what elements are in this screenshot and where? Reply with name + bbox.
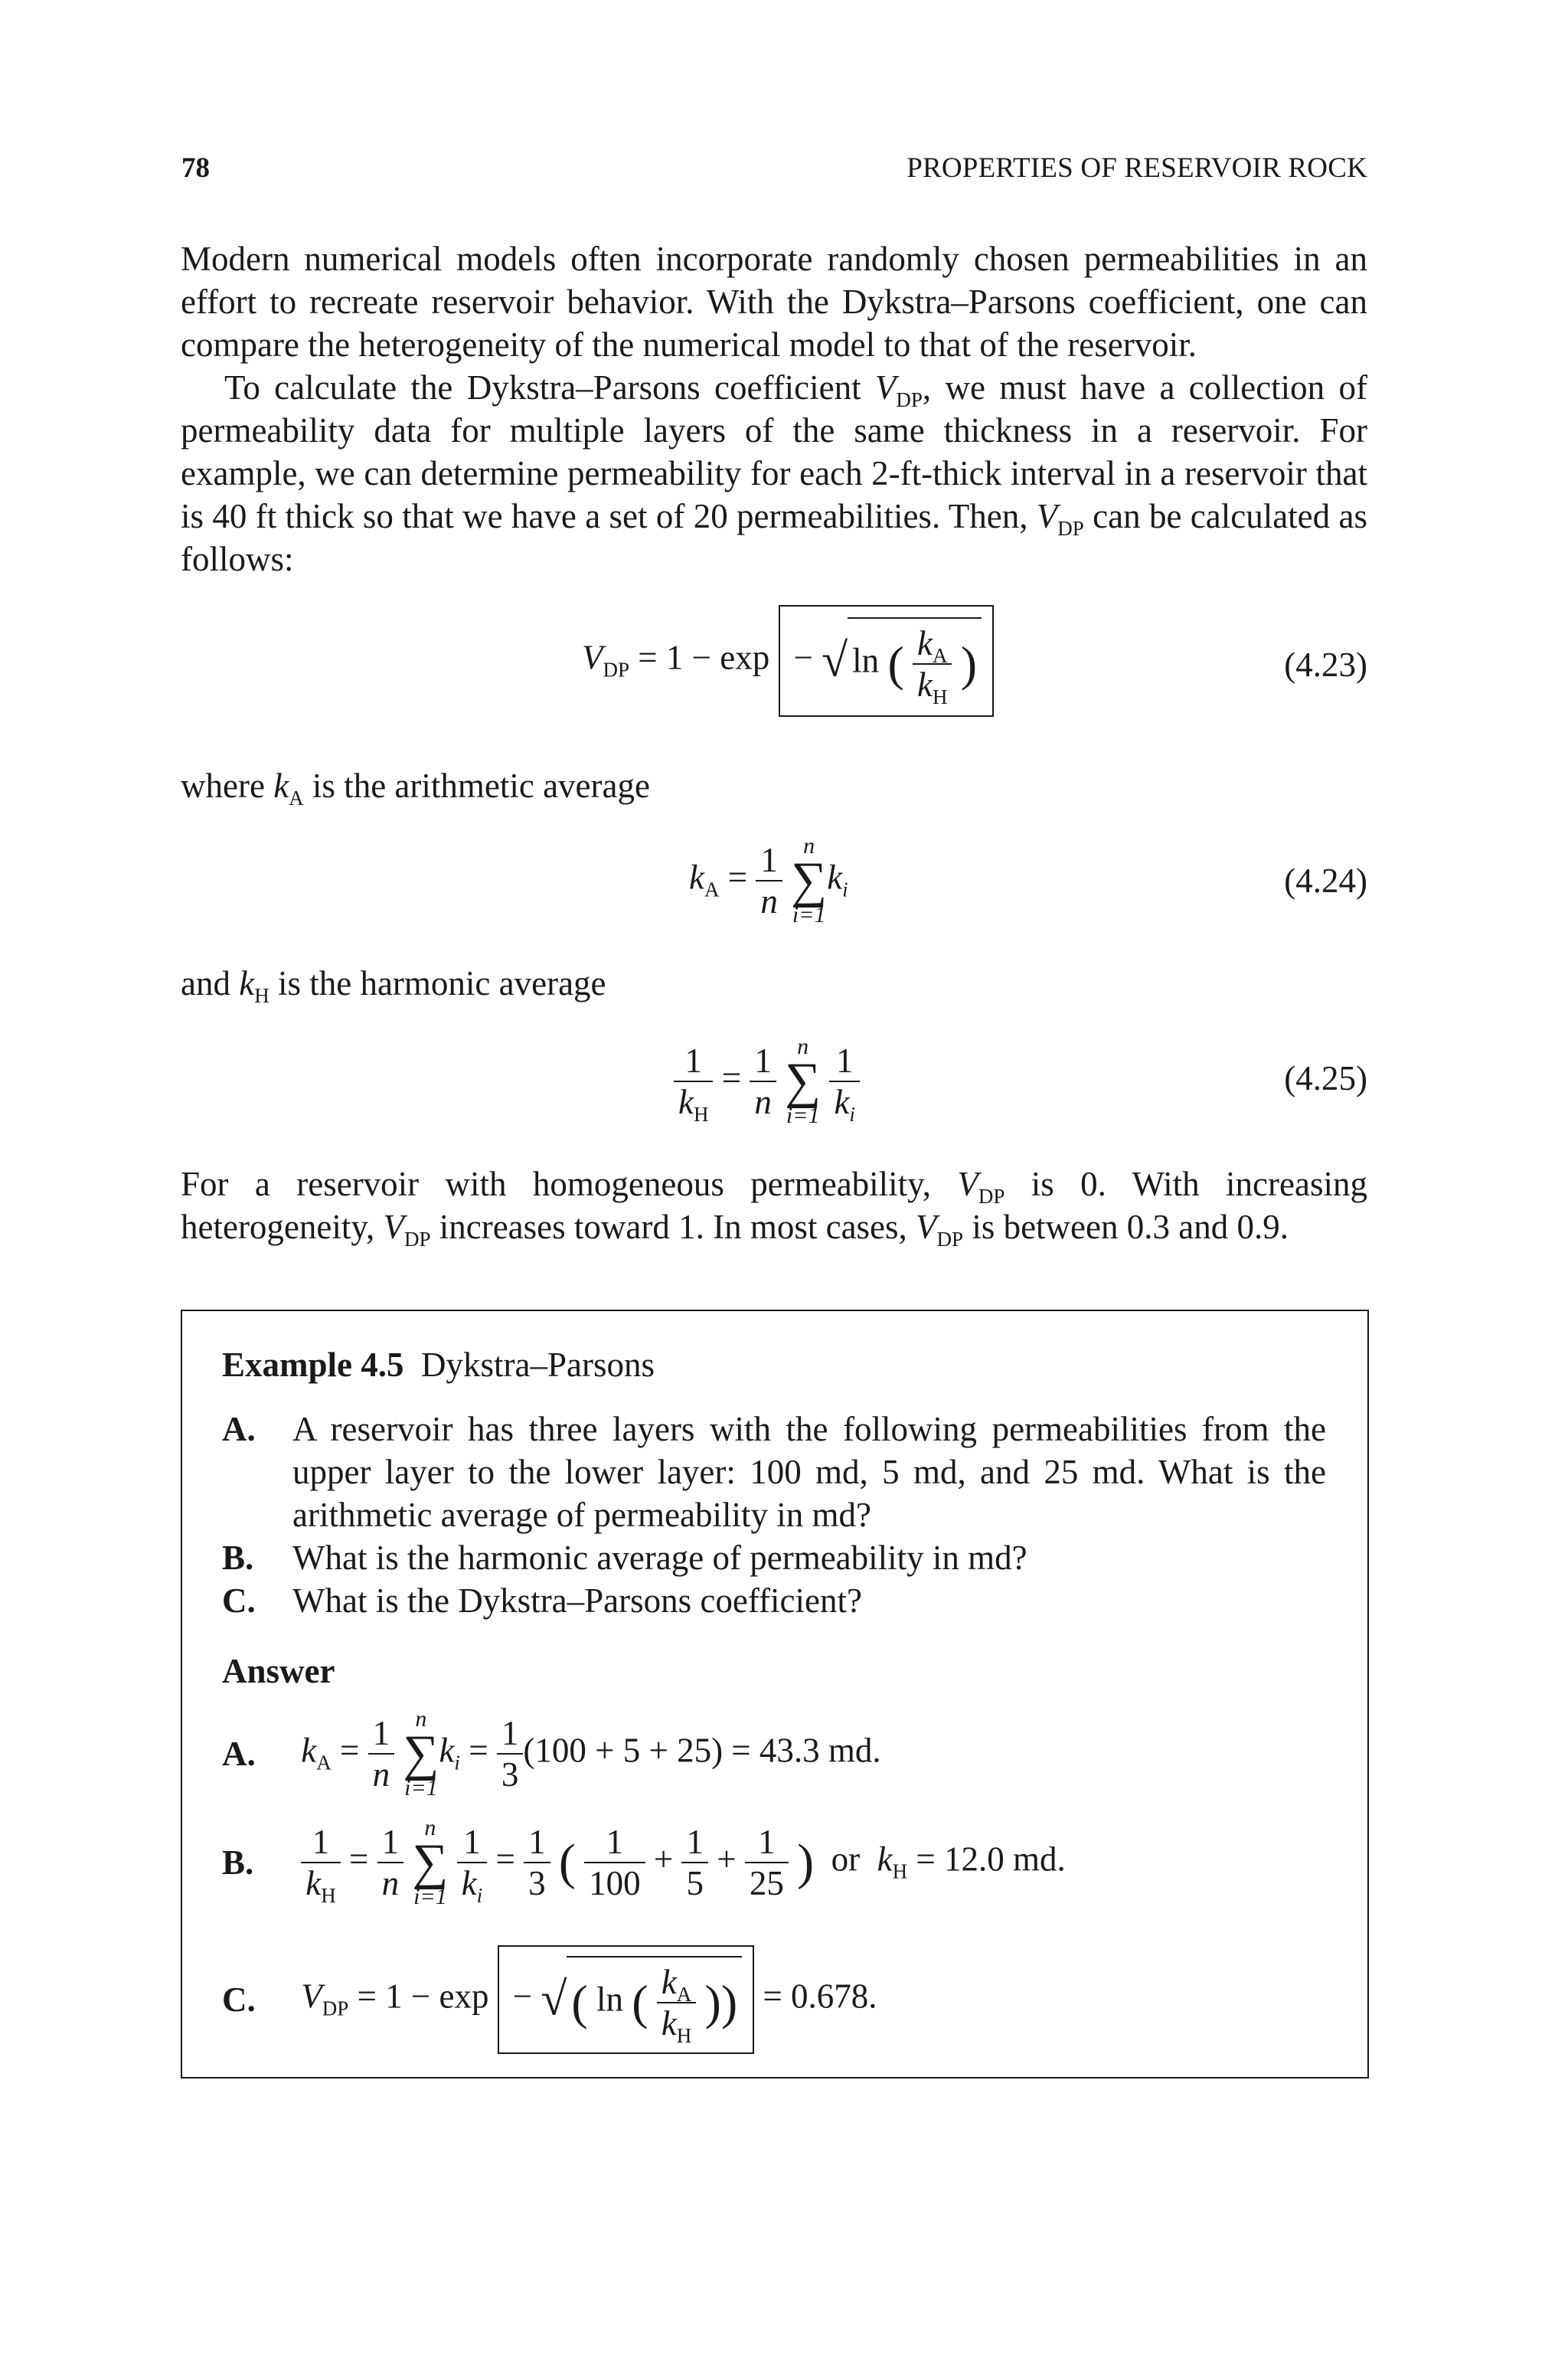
equation-number-4-25: (4.25) <box>1284 1059 1367 1097</box>
equation-number-4-23: (4.23) <box>1284 646 1367 684</box>
answer-heading: Answer <box>222 1652 335 1690</box>
answer-b: B. $\frac{1}{k_H}$ = $\frac{1}{n}$ n ∑ i=1 $\frac{1}{k_i}$ = $\frac{1}{3}$ ( $\frac{1}{100}$ + $\frac{1}{5}$ + $\frac{1}{25}$ ) or $k_H = 12.0$ md. <box>222 1815 1066 1909</box>
page-number: 78 <box>181 152 210 184</box>
paragraph-range: For a reservoir with homogeneous permeability, $V_{DP}$ is 0. With increasing heterogeneity, $V_{DP}$ increases toward 1. In most cases, $V_{DP}$ is between 0.3 and 0.9. <box>181 1165 1367 1251</box>
and-harmonic: and $k_H$ is the harmonic average <box>181 964 606 1007</box>
example-title: Example 4.5 Dykstra–Parsons <box>222 1346 655 1384</box>
running-head: PROPERTIES OF RESERVOIR ROCK <box>906 152 1367 184</box>
answer-c: C. $V_{DP} = 1 - \exp$ − √( ln ( $\frac{k_A}{k_H}$ )) = 0.678. <box>222 1945 877 2054</box>
equation-number-4-24: (4.24) <box>1284 862 1367 900</box>
equation-4-24: $k_A$ = $\frac{1}{n}$ n ∑ $i=1k_i$ <box>689 833 848 927</box>
where-arithmetic: where $k_A$ is the arithmetic average <box>181 767 650 810</box>
answer-a: A. $k_A$ = $\frac{1}{n}$ n ∑ $i=1k_i$ = $\frac{1}{3}$ (100 + 5 + 25) = 43.3 md. <box>222 1706 881 1801</box>
paragraph-calculation: To calculate the Dykstra–Parsons coefficient $V_{DP}$, we must have a collection of permeability data for multiple layers of the same thickness in a reservoir. For example, we can determine permeability for each 2-ft-thick interval in a reservoir that is 40 ft thick so that we have a set of 20 permeabilities. Then, $V_{DP}$ can be calculated as follows: <box>181 368 1367 578</box>
equation-4-23: $V_{DP} = 1 - \exp$ − √ ln ( $\frac{k_A}{k_H}$ ) <box>582 605 994 717</box>
equation-4-25: $\frac{1}{k_H}$ = $\frac{1}{n}$ n ∑ i=1 $\frac{1}{k_i}$ <box>674 1035 860 1127</box>
paragraph-intro: Modern numerical models often incorporate randomly chosen permeabilities in an effort to recreate reservoir behavior. With the Dykstra–Parsons coefficient, one can compare the heterogeneity of the numerical model to that of the reservoir. <box>181 240 1367 364</box>
